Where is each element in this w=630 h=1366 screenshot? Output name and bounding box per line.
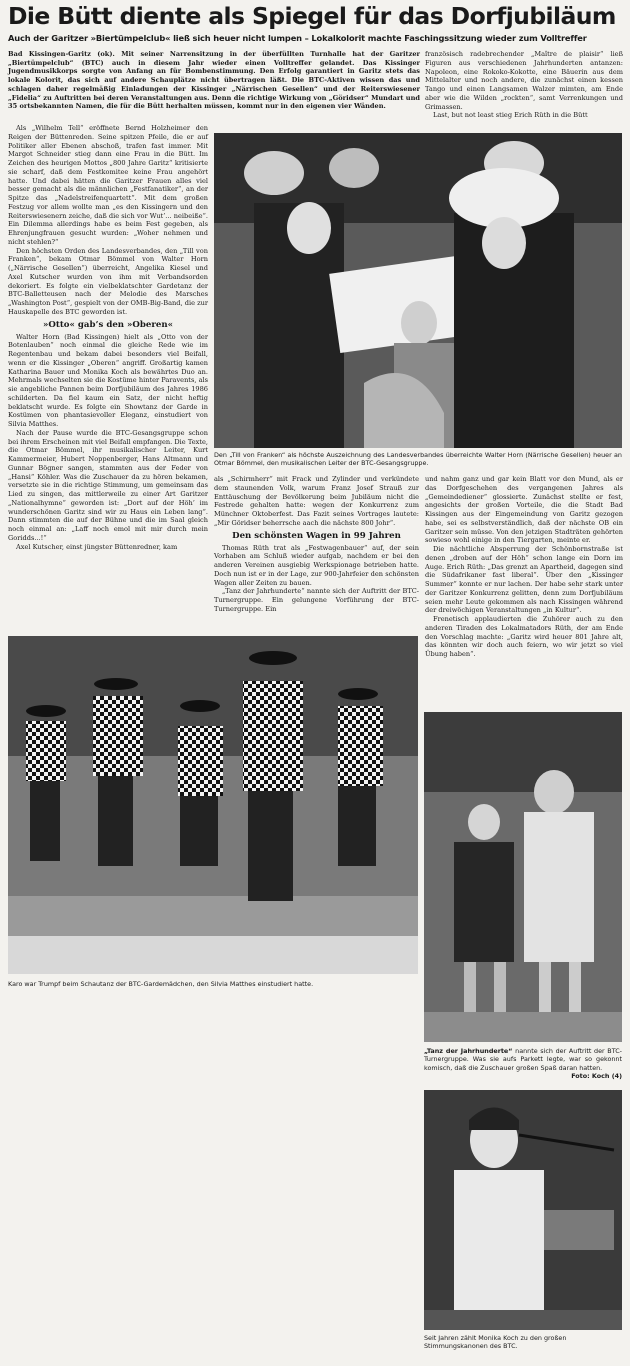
col1-heading: »Otto« gab’s den »Oberen«: [43, 319, 173, 330]
turner-caption-text: nannte sich der Auftritt der BTC-Turnergruppe. Was sie aufs Parkett legte, war so gekonnt komisch, daß die Zuschauer großen Spaß daran hatten.: [424, 1047, 622, 1072]
column-1: [8, 124, 208, 551]
col1-p1: Als „Wilhelm Tell“ eröffnete Bernd Holzheimer den Reigen der Büttenreden. Seine spitzen Pfeile, die er auf Politiker aller Ebenen abschoß, trafen fast immer. Mit Margot Schneider stieg dann eine Frau in die Bütt. Im Zeichen des heurigen Mottos „800 Jahre Garitz“ kritisierte sie scharf, daß dem Festkomitee keine Frau angehört hatte. Und dabei hätten die Garitzer Frauen alles viel besser gemacht als die männlichen „Festfanatiker“, an der Spitze das „Nadelstreifenquartett“. Mit dem großen Festzug vor allem wollte man „es den Kissingern und den Reiterswiesenern zeiche, daß die sich vor Wut’... neibeiße“. Ein Dilemma allerdings habe es beim Fest gegeben, als Ehrenjungfrauen gesucht wurden: „Woher nehmen und nicht stehlen?“: [8, 124, 208, 246]
dance-caption: Karo war Trumpf beim Schautanz der BTC-Gardemädchen, den Silvia Matthes einstudiert hatte.: [8, 980, 314, 988]
turner-photo: [424, 712, 622, 1042]
award-caption: Den „Till von Franken“ als höchste Auszeichnung des Landesverbandes überreichte Walter Horn (Närrische Gesellen) heuer an Otmar Bömmel, den musikalischen Leiter der BTC-Gesangsgruppe.: [214, 451, 622, 468]
col1-p5: Axel Kutscher, einst jüngster Büttenredner, kam: [16, 542, 178, 551]
dance-photo: [8, 636, 418, 974]
col2-p2: Thomas Rüth trat als „Festwagenbauer“ auf, der sein Vorhaben am Schluß wieder aufgab, nachdem er bei den anderen Vereinen ausgiebig Werkspionage betrieben hatte. Doch nun ist er in der Lage, zur 900-Jahrfeier den schönsten Wagen aller Zeiten zu bauen.: [214, 543, 419, 587]
photo-credit: Foto: Koch (4): [571, 1072, 622, 1081]
col3-p1: und nahm ganz und gar kein Blatt vor den Mund, als er das Dorfgeschehen des vergangenen Jahres als „Gemeindediener“ glossierte. Zunächst stellte er fest, angesichts der großen Vorteile, die die Stadt Bad Kissingen aus der Eingemeindung von Garitz gezogen habe, sei es selbstverständlich, daß der nächste OB ein Garitzer sein müsse. Von den jetzigen Stadträten gehörten sowieso wohl einige in den Tiergarten, meinte er.: [425, 475, 623, 545]
lead-paragraph: Bad Kissingen-Garitz (ok). Mit seiner Narrensitzung in der überfüllten Turnhalle hat der Garitzer „Biertümpelclub“ (BTC) auch in diesem Jahr wieder einen Volltreffer gelandet. Das Kissinger Jugendmusikkorps sorgte von Anfang an für Bombenstimmung. Den Erfolg garantiert in Garitz stets das lokale Kolorit, das sich auf andere Schauplätze nicht übertragen läßt. Die BTC-Aktiven wissen das und schlagen daher regelmäßig Einladungen der Kissinger „Närrischen Gesellen“ und der Reiterswiesener „Fidelia“ zu Auftritten bei deren Veranstaltungen aus. Denn die richtige Wirkung von „Göridser“ Mundart und 35 ortsbekannten Namen, die für die Bütt herhalten müssen, kommt nur in den eigenen vier Wänden.: [8, 50, 420, 111]
monika-caption: Seit Jahren zählt Monika Koch zu den großen Stimmungskanonen des BTC.: [424, 1334, 567, 1351]
column-3-top: [425, 50, 623, 120]
col3-top-p2: Last, but not least stieg Erich Rüth in die Bütt: [433, 111, 588, 120]
headline: Die Bütt diente als Spiegel für das Dorfjubiläum: [8, 2, 616, 30]
turner-caption: [424, 1047, 622, 1081]
turner-caption-title: „Tanz der Jahrhunderte“: [424, 1047, 513, 1055]
monika-photo: [424, 1090, 622, 1330]
award-photo: [214, 133, 622, 448]
col2-p3: „Tanz der Jahrhunderte“ nannte sich der Auftritt der BTC-Turnergruppe. Ein gelungene Vorführung der BTC-Turnergruppe. Ein: [214, 587, 419, 613]
col2-p1: als „Schirmherr“ mit Frack und Zylinder und verkündete dem staunenden Volk, warum Franz Josef Strauß zur Enttäuschung der Bevölkerung beim Jubiläum nicht die Festrede gehalten hatte: wegen der Konkurrenz zum Münchner Oktoberfest. Das Fazit seines Vortrages lautete: „Mir Göridser beherrsche aach die nächste 800 Johr“.: [214, 475, 419, 527]
subheadline: Auch der Garitzer »Biertümpelclub« ließ sich heuer nicht lumpen – Lokalkolorit machte Faschingssitzung wieder zum Volltreffer: [8, 33, 587, 43]
col1-p4: Nach der Pause wurde die BTC-Gesangsgruppe schon bei ihrem Erscheinen mit viel Beifall empfangen. Die Texte, die Otmar Bömmel, ihr musikalischer Leiter, Kurt Kammermeier, Hubert Noppenberger, Hans Altmann und Gunnar Bögner sangen, stammten aus der Feder von „Hansi“ Köhler. Was die Zuschauer da zu hören bekamen, versetzte sie in die richtige Stimmung, um gemeinsam das Lied zu singen, das mittlerweile zu einer Art Garitzer „Nationalhymne“ geworden ist: „Dort auf der Höh’ im wunderschönen Garitz sind wir zu Haus ein Leben lang“. Dann stimmten die auf der Bühne und die im Saal gleich noch einmal an: „Laff noch emol mit mir durch mein Goridds...!“: [8, 428, 208, 542]
col1-p3: Walter Horn (Bad Kissingen) hielt als „Otto von der Botenlauben“ noch einmal die gleiche Rede wie im Regentenbau und bekam dabei besonders viel Beifall, wenn er die Kissinger „Oberen“ angriff. Großartig kamen Katharina Bauer und Monika Koch als bewährtes Duo an. Mehrmals wechselten sie die Kostüme hinter Paravents, als sie angebliche Pannen beim Dorfjubiläum des Jahres 1986 schilderten. Da fiel kaum ein Satz, der nicht heftig beklatscht wurde. Es folgte ein Showtanz der Garde in Kostümen von phantasievoller Eleganz, einstudiert von Silvia Matthes.: [8, 332, 208, 428]
col3-p2: Die nächtliche Absperrung der Schönbornstraße ist denen „droben auf der Höh“ schon lange ein Dorn im Auge. Erich Rüth: „Das grenzt an Apartheid, dagegen sind die Südafrikaner fast liberal“. Über den „Kissinger Summer“ konnte er nur lachen. Der habe sehr stark unter der Garitzer Konkurrenz gelitten, denn zum Dorfjubiläum seien mehr Leute gekommen als nach Kissingen während der dreiwöchigen Veranstaltungen „in Kultur“.: [425, 545, 623, 615]
col2-heading: Den schönsten Wagen in 99 Jahren: [232, 530, 401, 541]
column-3: [425, 475, 623, 659]
col1-p2: Den höchsten Orden des Landesverbandes, den „Till von Franken“, bekam Otmar Bömmel von Walter Horn („Närrische Gesellen“) überreicht, Angelika Kiesel und Axel Kutscher wurden von ihm mit Verbandsorden dekoriert. Es folgte ein vielbeklatschter Gardetanz der BTC-Balletteusen nach der Melodie des Marsches „Washington Post“, gespielt von der OMB-Big-Band, die zur Hauskapelle des BTC geworden ist.: [8, 246, 208, 316]
col3-top-p1: französisch radebrechender „Maître de plaisir“ ließ Figuren aus verschiedenen Jahrhunderten antanzen: Napoleon, eine Rokoko-Kokotte, eine Bäuerin aus dem Mittelalter und noch andere, die zunächst einen kessen Tango und einen Langsamen Walzer mimten, am Ende aber wie die Wilden „rockten“, samt Verrenkungen und Grimassen.: [425, 50, 623, 111]
column-2: [214, 475, 419, 614]
col3-p3: Frenetisch applaudierten die Zuhörer auch zu den anderen Tiraden des Lokalmatadors Rüth, der am Ende den Vorschlag machte: „Garitz wird heuer 801 Jahre alt, das könnten wir doch auch feiern, wo wir jetzt so viel Übung haben“.: [425, 615, 623, 658]
